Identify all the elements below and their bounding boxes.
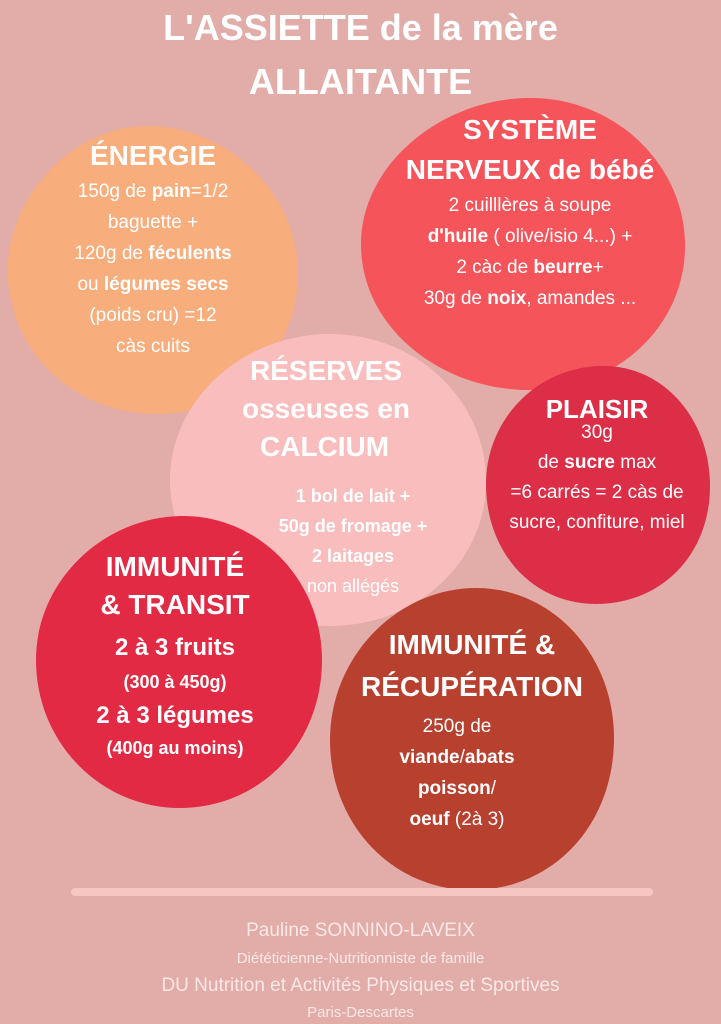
text-segment: + [592, 257, 604, 278]
immunite-transit-heading-2: & TRANSIT [100, 589, 250, 620]
text-line [326, 742, 588, 773]
immunite-transit-content [34, 548, 316, 760]
poster-title-line1: L'ASSIETTE de la mère [163, 7, 558, 48]
text-line [472, 448, 721, 478]
author-university: Paris-Descartes [307, 1004, 414, 1021]
text-segment-bold: viande [399, 747, 460, 768]
energie-content [4, 136, 302, 362]
plaisir-content [472, 392, 721, 538]
plaisir-heading: PLAISIR [545, 394, 649, 424]
text-segment-bold: noix [487, 288, 527, 309]
text-segment: baguette + [107, 212, 199, 233]
fruits-quantity: (300 à 450g) [123, 672, 227, 692]
systeme-lines [357, 190, 703, 314]
text-segment-bold: sucre [564, 452, 615, 473]
immunite-recup-heading-2: RÉCUPÉRATION [361, 671, 583, 702]
text-line [357, 221, 703, 252]
text-line [326, 773, 588, 804]
text-line [326, 711, 588, 742]
reserves-heading-block [160, 352, 492, 466]
text-segment-bold: féculents [148, 243, 232, 264]
fruits-label: 2 à 3 fruits [114, 634, 236, 661]
text-segment-bold: abats [464, 747, 515, 768]
poster-title-line2: ALLAITANTE [248, 61, 473, 102]
text-segment: ou [77, 274, 104, 295]
reserves-heading-1: RÉSERVES [250, 355, 402, 386]
text-segment: sucre, confiture, miel [509, 512, 685, 533]
text-line [4, 207, 302, 238]
text-segment-bold: 50g de fromage + [278, 516, 428, 536]
text-segment: max [614, 452, 657, 473]
immunite-recup-blob [326, 584, 618, 892]
text-line [4, 238, 302, 269]
immunite-recup-heading-block [326, 624, 618, 708]
energie-heading: ÉNERGIE [89, 140, 217, 171]
footer-divider [71, 888, 653, 896]
text-segment: ( olive/isio 4...) + [488, 226, 633, 247]
plaisir-lines [472, 418, 721, 538]
text-segment: / [490, 778, 497, 799]
text-segment-bold: 2 laitages [311, 546, 395, 566]
text-line [4, 269, 302, 300]
text-segment: non allégés [306, 576, 400, 596]
text-segment: =1/2 [190, 181, 229, 202]
text-segment: de [537, 452, 565, 473]
legumes-quantity: (400g au moins) [106, 738, 244, 758]
text-segment: / [459, 747, 465, 768]
text-line [472, 508, 721, 538]
text-segment: (poids cru) =12 [89, 305, 217, 326]
text-segment-bold: d'huile [427, 226, 489, 247]
text-line [246, 481, 460, 511]
plaisir-blob [484, 362, 712, 606]
text-line [357, 252, 703, 283]
immunite-transit-blob [34, 512, 324, 810]
text-segment-bold: légumes secs [103, 274, 229, 295]
text-segment: 30g de [423, 288, 488, 309]
text-segment: càs cuits [116, 336, 190, 357]
text-segment: , amandes ... [526, 288, 637, 309]
text-line [4, 300, 302, 331]
author-name: Pauline SONNINO-LAVEIX [246, 920, 475, 941]
text-segment-bold: 1 bol de lait + [295, 486, 411, 506]
text-segment: =6 carrés = 2 càs de [510, 482, 684, 503]
immunite-recup-lines [326, 711, 588, 835]
text-segment-bold: beurre [533, 257, 593, 278]
text-segment-bold: poisson [417, 778, 491, 799]
reserves-heading-2: osseuses en [241, 393, 411, 424]
text-segment: 2 càc de [456, 257, 534, 278]
text-segment: 250g de [422, 716, 492, 737]
text-segment: 150g de [77, 181, 152, 202]
author-role: Diététicienne-Nutritionniste de famille [236, 950, 485, 967]
text-segment: 2 cuilllères à soupe [448, 195, 612, 216]
text-line [357, 283, 703, 314]
legumes-label: 2 à 3 légumes [96, 702, 254, 729]
text-segment: 120g de [74, 243, 149, 264]
systeme-heading-1: SYSTÈME [463, 114, 597, 145]
systeme-content [357, 110, 703, 314]
immunite-recup-content [326, 711, 588, 835]
text-segment-bold: pain [151, 181, 191, 202]
text-segment: 30g [581, 422, 613, 443]
text-segment: (2à 3) [449, 809, 505, 830]
text-line [472, 418, 721, 448]
systeme-heading-2: NERVEUX de bébé [405, 154, 655, 185]
text-line [357, 190, 703, 221]
text-line [326, 804, 588, 835]
text-line [472, 478, 721, 508]
immunite-recup-heading-1: IMMUNITÉ & [388, 629, 556, 660]
reserves-heading-3: CALCIUM [260, 431, 390, 462]
text-line [4, 176, 302, 207]
author-diploma: DU Nutrition et Activités Physiques et Sportives [161, 975, 560, 996]
immunite-transit-heading-1: IMMUNITÉ [105, 551, 245, 582]
text-segment-bold: oeuf [409, 809, 450, 830]
